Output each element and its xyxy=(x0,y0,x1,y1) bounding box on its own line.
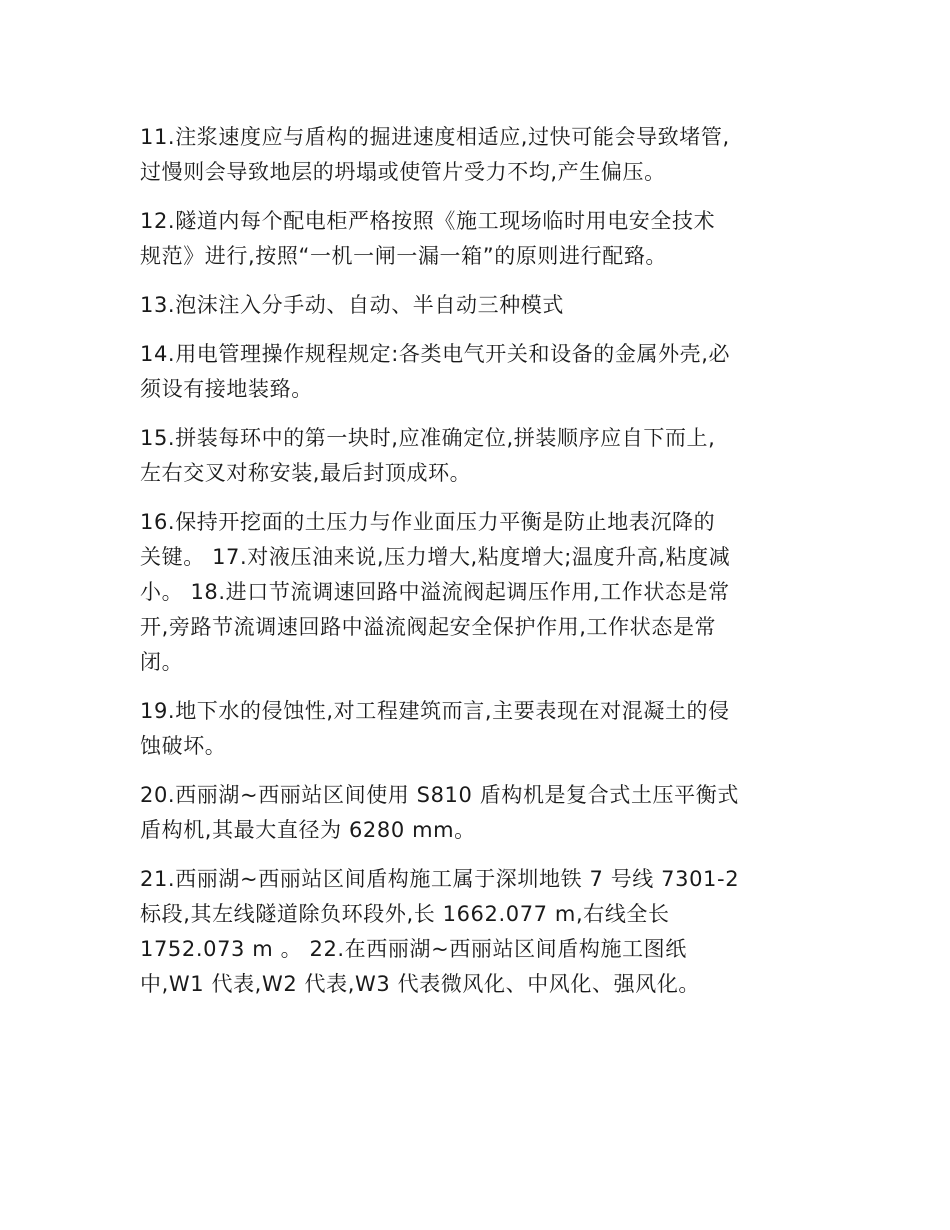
paragraph-line: 中,W1 代表,W2 代表,W3 代表微风化、中风化、强风化。 xyxy=(140,972,701,996)
paragraph-line: 蚀破坏。 xyxy=(140,734,227,758)
paragraph-item-13 xyxy=(140,288,812,323)
document-page xyxy=(140,120,812,1016)
paragraph-line: 关键。 17.对液压油来说,压力增大,粘度增大;温度升高,粘度减 xyxy=(140,545,731,569)
paragraph-line: 14.用电管理操作规程规定:各类电气开关和设备的金属外壳,必 xyxy=(140,342,731,366)
paragraph-line: 21.西丽湖~西丽站区间盾构施工属于深圳地铁 7 号线 7301-2 xyxy=(140,867,740,891)
paragraph-item-16-18 xyxy=(140,505,812,680)
paragraph-line: 左右交叉对称安装,最后封顶成环。 xyxy=(140,461,472,485)
paragraph-item-19 xyxy=(140,694,812,764)
paragraph-line: 20.西丽湖~西丽站区间使用 S810 盾构机是复合式土压平衡式 xyxy=(140,783,739,807)
paragraph-line: 19.地下水的侵蚀性,对工程建筑而言,主要表现在对混凝土的侵 xyxy=(140,699,730,723)
paragraph-item-12 xyxy=(140,204,812,274)
paragraph-line: 规范》进行,按照“一机一闸一漏一箱”的原则进行配臵。 xyxy=(140,244,668,268)
paragraph-line: 11.注浆速度应与盾构的掘进速度相适应,过快可能会导致堵管, xyxy=(140,125,730,149)
paragraph-item-11 xyxy=(140,120,812,190)
paragraph-line: 小。 18.进口节流调速回路中溢流阀起调压作用,工作状态是常 xyxy=(140,580,730,604)
paragraph-item-15 xyxy=(140,421,812,491)
paragraph-item-20 xyxy=(140,778,812,848)
paragraph-line: 闭。 xyxy=(140,650,184,674)
paragraph-line: 1752.073 m 。 22.在西丽湖~西丽站区间盾构施工图纸 xyxy=(140,937,687,961)
paragraph-line: 13.泡沫注入分手动、自动、半自动三种模式 xyxy=(140,293,564,317)
paragraph-line: 盾构机,其最大直径为 6280 mm。 xyxy=(140,818,476,842)
paragraph-line: 标段,其左线隧道除负环段外,长 1662.077 m,右线全长 xyxy=(140,902,670,926)
paragraph-item-21-22 xyxy=(140,862,812,1002)
paragraph-line: 12.隧道内每个配电柜严格按照《施工现场临时用电安全技术 xyxy=(140,209,716,233)
paragraph-line: 过慢则会导致地层的坍塌或使管片受力不均,产生偏压。 xyxy=(140,160,666,184)
paragraph-line: 开,旁路节流调速回路中溢流阀起安全保护作用,工作状态是常 xyxy=(140,615,717,639)
paragraph-line: 16.保持开挖面的土压力与作业面压力平衡是防止地表沉降的 xyxy=(140,510,716,534)
paragraph-line: 须设有接地装臵。 xyxy=(140,377,313,401)
paragraph-item-14 xyxy=(140,337,812,407)
paragraph-line: 15.拼装每环中的第一块时,应准确定位,拼装顺序应自下而上, xyxy=(140,426,716,450)
